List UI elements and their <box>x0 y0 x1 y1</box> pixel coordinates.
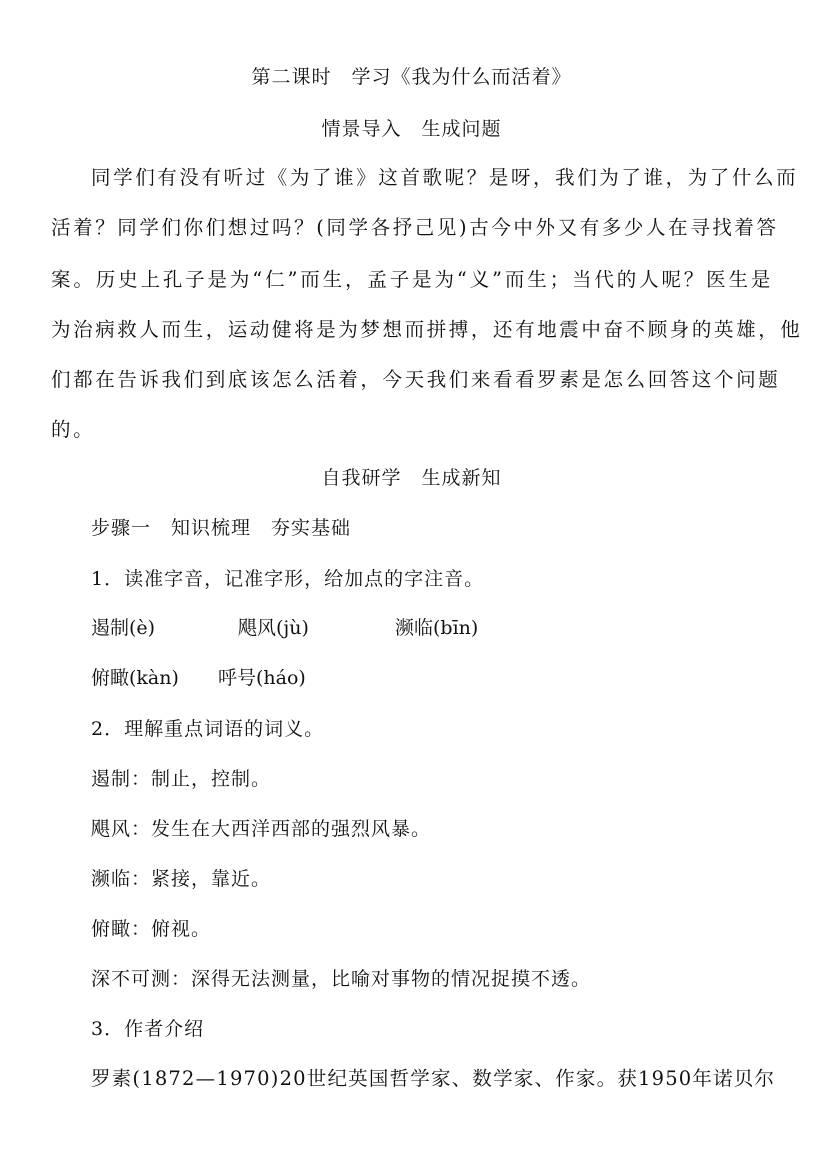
section-heading-intro: 情景导入 生成问题 <box>321 118 502 140</box>
question-1: 1．读准字音，记准字形，给加点的字注音。 <box>91 568 485 590</box>
intro-line-4: 为治病救人而生，运动健将是为梦想而拼搏，还有地震中奋不顾身的英雄，他 <box>51 318 803 341</box>
intro-line-1: 同学们有没有听过《为了谁》这首歌呢？是呀，我们为了谁，为了什么而 <box>91 166 799 189</box>
pinyin-item-huhao: 呼号(háo) <box>218 667 306 689</box>
vocab-fukan: 俯瞰：俯视。 <box>91 918 212 940</box>
lesson-title: 第二课时 学习《我为什么而活着》 <box>251 66 572 88</box>
intro-line-3: 案。历史上孔子是为“仁”而生，孟子是为“义”而生；当代的人呢？医生是 <box>51 268 773 291</box>
vocab-jufeng: 飓风：发生在大西洋西部的强烈风暴。 <box>91 818 432 840</box>
intro-line-6: 的。 <box>51 418 96 441</box>
pinyin-item-ezhi: 遏制(è) <box>91 617 156 639</box>
pinyin-item-binlin: 濒临(bīn) <box>395 617 479 639</box>
vocab-ezhi: 遏制：制止，控制。 <box>91 768 272 790</box>
intro-line-2: 活着？同学们你们想过吗？(同学各抒己见)古今中外又有多少人在寻找着答 <box>51 216 779 239</box>
question-3: 3．作者介绍 <box>91 1018 205 1040</box>
vocab-binlin: 濒临：紧接，靠近。 <box>91 868 272 890</box>
author-intro-line: 罗素(1872—1970)20世纪英国哲学家、数学家、作家。获1950年诺贝尔 <box>91 1067 776 1090</box>
section-heading-study: 自我研学 生成新知 <box>321 467 502 489</box>
intro-line-5: 们都在告诉我们到底该怎么活着，今天我们来看看罗素是怎么回答这个问题 <box>51 368 781 391</box>
step-heading: 步骤一 知识梳理 夯实基础 <box>91 517 352 539</box>
question-2: 2．理解重点词语的词义。 <box>91 718 325 740</box>
vocab-shenbukece: 深不可测：深得无法测量，比喻对事物的情况捉摸不透。 <box>91 968 592 990</box>
pinyin-item-jufeng: 飓风(jù) <box>238 617 309 639</box>
pinyin-item-fukan: 俯瞰(kàn) <box>91 667 179 689</box>
